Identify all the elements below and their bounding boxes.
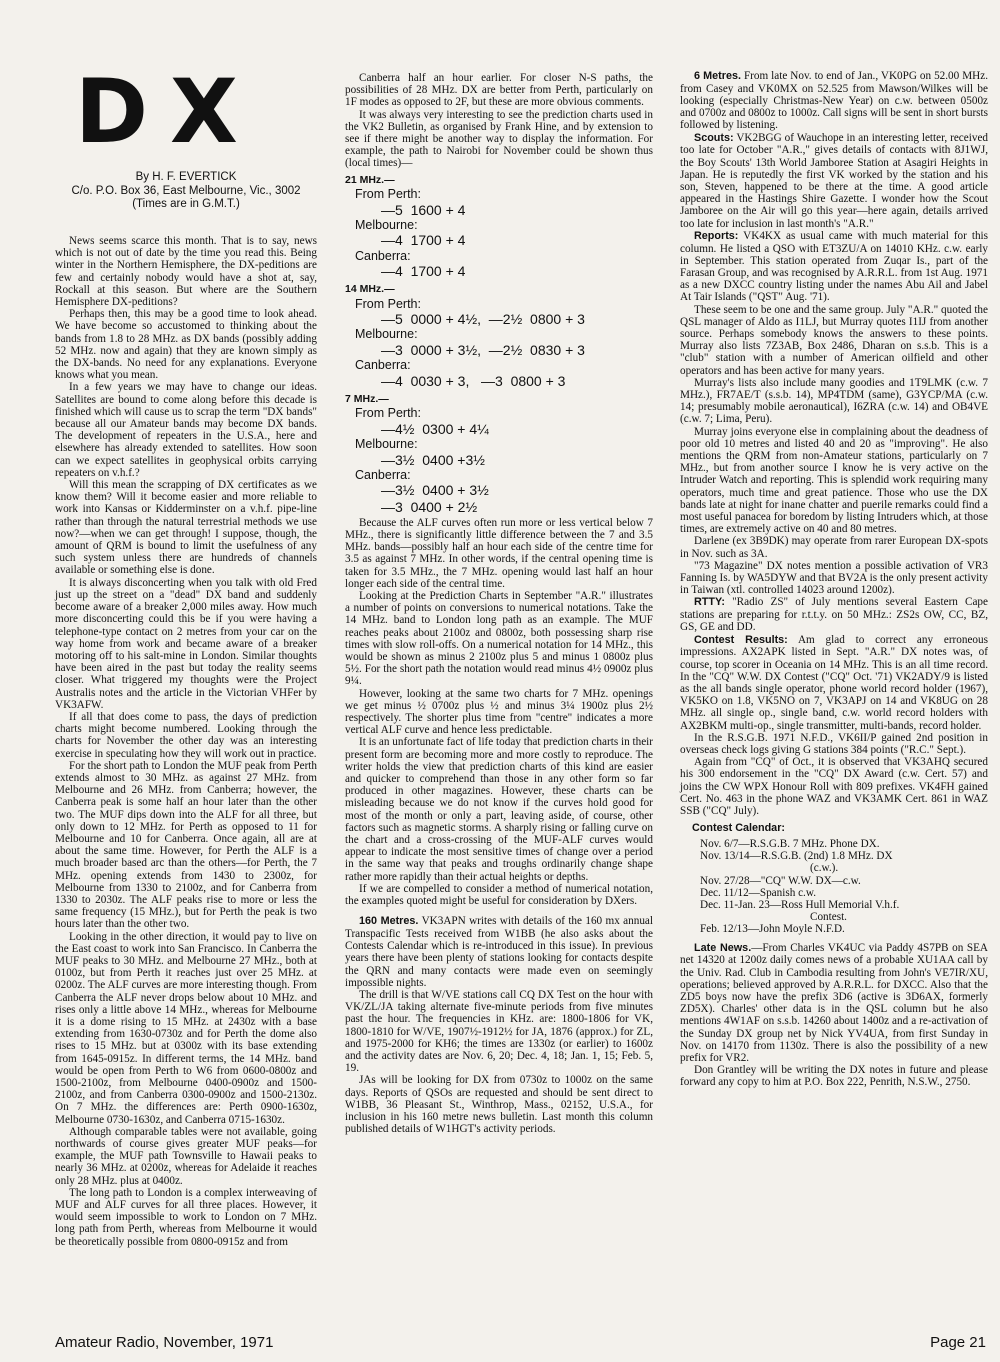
paragraph (680, 132, 988, 230)
run-in-heading: Late News. (694, 941, 752, 954)
band-heading: 14 MHz.— (345, 283, 395, 296)
address-line: C/o. P.O. Box 36, East Melbourne, Vic., 3002 (71, 184, 301, 197)
paragraph-text: From late Nov. to end of Jan., VK0PG on 52.00 MHz. from Casey and VK0MX on 52.525 from Mawson/Wilkes will be looking (especially Christmas-New Year) on c.w. between 0500z and 0700z and 0800z to 1000z. Call signs will be sent in short bursts followed by listening. (680, 70, 988, 132)
notation-location: Canberra: (355, 358, 411, 373)
column-2 (345, 72, 653, 1136)
notation-value: —3½ 0400 + 3½ —3 0400 + 2½ (381, 482, 489, 515)
paragraph-text: These seem to be one and the same group. July "A.R." quoted the QSL manager of Aldo as I1LJ, but Murray quotes I1IJ from another source. Perhaps somebody knows the answers to these points. Murray also lists 7Z3AB, Box 2486, Dharan on s.s.b. This is a "club" station with a number of American oilfield and other operators and has been active for many years. (680, 303, 988, 377)
paragraph-text: In the R.S.G.B. 1971 N.F.D., VK6II/P gained 2nd position in overseas check logs giving G stations 384 points ("R.C." Sept.). (680, 731, 988, 756)
byline (55, 171, 317, 212)
paragraph (680, 634, 988, 732)
paragraph: Looking at the Prediction Charts in September "A.R." illustrates a number of points on conversions to numerical notations. Take the 14 MHz. band to London long path as an example. The MUF reaches peaks about 2100z and 0800z, both possessing sharp rise times with slow roll-offs. On a numerical notation for 14 MHz., this would be shown as minus 2 2100z plus 5 and minus 1 0800z plus 5½. For the short path the notation would read minus 4½ 0900z plus 9¼. (345, 590, 653, 688)
notation-value: —4 0030 + 3, —3 0800 + 3 (381, 372, 566, 389)
notation-value: —3½ 0400 +3½ (381, 451, 485, 468)
run-in-heading: RTTY: (694, 596, 725, 609)
paragraph-text: Murray's lists also include many goodies and 1T9LMK (c.w. 7 MHz.), FR7AE/T (s.s.b. 14), MP4TDM (same), G3YCP/MA (c.w. 14; presumably mobile aeronautical), I6ZRA (c.w. 14) and OB4VE (c.w. 7; Lima, Peru). (680, 376, 988, 426)
paragraph (680, 596, 988, 633)
paragraph (680, 535, 988, 559)
paragraph-text: VK3APN writes with details of the 160 mx annual Transpacific Tests received from W1BB (he also asks about the Contests Calendar which is re-introduced in this issue). In previous years there have been plenty of stations looking for contacts despite the QRN and many contacts were made even on seemingly impossible nights. (345, 915, 654, 989)
article-header (55, 60, 317, 233)
author-line: By H. F. EVERTICK (135, 171, 237, 183)
paragraph (680, 1064, 988, 1088)
notation-value: —4½ 0300 + 4¼ (381, 420, 489, 437)
paragraph: It is an unfortunate fact of life today that prediction charts in their present form are becoming more and more costly to reproduce. The writer holds the view that prediction charts of this kind are easier and quicker to comprehend than those in any other form so far produced in other magazines. However, these charts can be misleading because we do not know if the curves hold good for most of the month or only a part, leaving aside, of course, other factors such as magnetic storms. A sharply rising or falling curve on the chart and a cross-crossing of the MUF-ALF curves would appear to indicate the most sensitive times of change over a period in the same way that peaks and troughs ordinarily change shape rather more rapidly than their actual heights or depths. (345, 736, 653, 883)
calendar-entry: Nov. 13/14—R.S.G.B. (2nd) 1.8 MHz. DX (700, 850, 893, 863)
paragraph-text: The drill is that W/VE stations call CQ DX Test on the hour with VK/ZL/JA taking alternate five-minute periods from five minutes past the hour. The frequencies in KHz. are: 1800-1806 for VK, 1800-1810 for W/VE, 1907½-1912½ for JA, 1876 (approx.) for ZL, and 1975-2000 for KH6; the times are 1330z (or earlier) to 1600z and the activity dates are Nov. 6, 20; Dec. 4, 18; Jan. 1, 15; Feb. 5, 19. (345, 989, 653, 1075)
paragraph-text: "Radio ZS" of July mentions several Eastern Cape stations are preparing for r.t.t.y. on 50 MHz.: ZS2s OW, CC, BZ, GS, GE and DD. (680, 596, 988, 634)
paragraph-text: Am glad to correct any erroneous impressions. AX2APK listed in Sept. "A.R." DX notes was, of course, top scorer in Oceania on 14 MHz. This is an all time record. In the "CQ" W.W. DX Contest ("CQ" Oct. '71) VK2ADY/9 is listed as the all bands single operator, phone world record holder (1967), VK5KO on 1.8, VK5NO on 7, VK3APJ on 14 and VK8UG on 28 MHz. all single op., single band, c.w. world record holders with AX2BKM multi-op., single transmitter, multi-bands, record holder. (680, 633, 988, 732)
article-title: DX (75, 60, 260, 163)
paragraph: However, looking at the same two charts for 7 MHz. openings we get minus ½ 0700z plus ½ and minus 3¼ 1900z plus 2½ respectively. The shorter plus time from "centre" indicates a more vertical ALF curve and hence less predictable. (345, 687, 653, 737)
notation-location: Melbourne: (355, 437, 418, 452)
notation-location: Melbourne: (355, 327, 418, 342)
run-in-heading: 6 Metres. (694, 70, 741, 82)
notation-table (355, 406, 653, 514)
calendar-entry: Feb. 12/13—John Moyle N.F.D. (700, 923, 845, 936)
paragraph: Will this mean the scrapping of DX certificates as we know them? Will it become easier and more reliable to work into Kansas or Kidderminster on a v.h.f. pipe-line rather than through the natural terrestrial methods we use now?—when we can get through! I suppose, though, the amount of QRM is bound to limit the usefulness of any such system unless there are hundreds of channels available or something else is done. (55, 479, 317, 577)
paragraph (345, 989, 653, 1074)
notation-table (355, 297, 653, 389)
paragraph-text: Again from "CQ" of Oct., it is observed that VK3AHQ secured his 300 endorsement in the "CQ" DX Award (c.w. Cert. 57) and joins the CW WPX Honour Roll with 809 prefixes. VK4FH gained Cert. No. 463 in the phone WAZ and VK3AMK Cert. 861 in WAZ SSB ("CQ" July). (680, 756, 988, 817)
paragraph: In a few years we may have to change our ideas. Satellites are bound to come along before this decade is finished which will cause us to scrap the term "DX bands" because all our Amateur bands may become DX bands. The development of repeaters in the U.S.A., here and elsewhere has already extended to satellites. How soon can we expect satellites in geophysical orbits carrying repeaters on v.h.f.? (55, 381, 317, 479)
paragraph (680, 70, 988, 132)
notation-location: Melbourne: (355, 217, 418, 232)
run-in-heading: Reports: (694, 229, 739, 242)
paragraph: It is always disconcerting when you talk with old Fred just up the street on a "dead" DX band and suddenly become aware of a breaker 2,000 miles away. How much more disconcerting could this be if you were having a telephone-type contact on 2 metres from your car on the way home from work and became aware of a breaker motoring off to his salt-mine in London. Similar thoughts have been aired in the past but today the reality seems closer. What triggered my thoughts were the Project Australis notes and the article in the Victorian VHFer by VK3AFW. (55, 576, 317, 711)
footer-page-number: Page 21 (930, 1334, 986, 1351)
paragraph (680, 732, 988, 756)
paragraph (680, 942, 988, 1065)
notation-value: —4 1700 + 4 (381, 263, 466, 280)
paragraph-text: Don Grantley will be writing the DX notes in future and please forward any copy to him at P.O. Box 222, Penrith, N.S.W., 2750. (680, 1064, 988, 1089)
calendar-entry: Dec. 11/12—Spanish c.w. (700, 886, 816, 899)
column-3 (680, 70, 988, 1089)
paragraph (680, 560, 988, 597)
run-in-heading: Scouts: (694, 131, 734, 144)
calendar-entry: Nov. 27/28—"CQ" W.W. DX—c.w. (700, 874, 861, 887)
paragraph: For the short path to London the MUF peak from Perth extends almost to 30 MHz. as against 27 MHz. from Melbourne and 26 MHz. from Canberra; however, the Canberra peak is some half an hour later than the other two. The MUF dips down into the ALF for all three, but only down to 12 MHz. for Perth as opposed to 11 for Melbourne and 10 for Canberra. Once again, all are at about the same time. However, for Perth the ALF is a much broader based arc than the others—for Perth, the 7 MHz. opening extends from 1430 to 2300z, for Melbourne from 1330 to 2100z, and for Canberra from 1330 to 2030z. The ALF peaks rise to more or less the same frequency (15 MHz.), but for Perth the peak is two hours later than the other two. (55, 759, 317, 931)
notation-table (355, 187, 653, 279)
paragraph-text: VK2BGG of Wauchope in an interesting letter, received too late for October "A.R.," gives details of contacts with 8J1WJ, the Boy Scouts' 13th World Jamboree Station at Asagiri Heights in Japan. He is reputedly the first VK worked by the station and his son, Steven, happened to be there at the time. A good article appeared in the Hastings Shire Gazette. I wonder how the Scout Jamboree on the Air will go this year—here again, details arrived too late for inclusion in last month's "A.R." (680, 131, 988, 230)
paragraph: The long path to London is a complex interweaving of MUF and ALF curves for all three places. However, it would seem impossible to work to London on 7 MHz. long path from Perth, whereas from Melbourne it would be theoretically possible from 0800-0915z and from (55, 1186, 317, 1248)
footer-publication: Amateur Radio, November, 1971 (55, 1334, 274, 1351)
paragraph: Because the ALF curves often run more or less vertical below 7 MHz., there is significantly little difference between the 7 and 3.5 MHz. bands—possibly half an hour each side of the centre time for 3.5 as against 7 MHz. In other words, if the central opening time is taken for 3.5 MHz., the 7 MHz. opening would last half an hour longer each side of the central time. (345, 516, 653, 590)
paragraph: If we are compelled to consider a method of numerical notation, the examples quoted might be useful for consideration by DXers. (345, 882, 653, 908)
paragraph-text: Murray joins everyone else in complaining about the deadness of poor old 10 metres and listed 40 and 20 as "improving". He also mentions the QRM from non-Amateur stations, particularly on 7 MHz., but from another source I know he is very active on the Intruder Watch and reporting. This is splendid work requiring many operators, much time and great patience. Those who use the DX bands late at night for inane chatter and puerile remarks could find a most useful panacea for boredom by listing Intruders which, at those times, are extremely active on 40 and 80 metres. (680, 425, 988, 536)
column-1 (55, 235, 317, 1248)
notation-location: Canberra: (355, 248, 411, 263)
paragraph: If all that does come to pass, the days of prediction charts might become numbered. Looking through the charts for November the other day was an interesting exercise in speculating how they will work out in practice. (55, 710, 317, 760)
paragraph (680, 377, 988, 426)
paragraph (345, 915, 653, 989)
calendar-entry-sub: (c.w.). (810, 862, 839, 875)
paragraph-text: —From Charles VK4UC via Paddy 4S7PB on SEA net 14320 at 1200z daily comes news of a probable XU1AA call by the Univ. Rad. Club in Cambodia resulting from John's VE7IR/XU, operations; believed approved by A.R.R.L. for DXCC. Also that the ZD5 boys now have the prefix 3D6 (active is 3D6AX, formerly ZD5X). Charles' other data is in the QSL column but he also mentions 4W1AF on s.s.b. 14260 about 1400z and a re-activation of the Sunday DX group net by Nick YV4UA, from first Sunday in Nov. on 14170 from 1130z. There is also the possibility of a new prefix for VR2. (680, 941, 988, 1064)
calendar-title: Contest Calendar: (692, 822, 785, 835)
run-in-heading: 160 Metres. (359, 915, 419, 928)
calendar-entry: Dec. 11-Jan. 23—Ross Hull Memorial V.h.f. (700, 898, 900, 911)
paragraph-text: "73 Magazine" DX notes mention a possible activation of VR3 Fanning Is. by WA5DYW and that BV2A is the only present activity in Taiwan (xtl. controlled 14023 around 1200z). (680, 559, 988, 597)
notation-value: —5 1600 + 4 (381, 201, 466, 218)
paragraph: It was always very interesting to see the prediction charts used in the VK2 Bulletin, as organised by Frank Hine, and by extension to see if there might be another way to display the information. For example, the path to Nairobi for November could be shown thus (local times)— (345, 108, 653, 170)
paragraph: Perhaps then, this may be a good time to look ahead. We have become so accustomed to thinking about the bands from 1.8 to 28 MHz. as DX bands (possibly adding 52 MHz. now and again) that they are known simply as the DX-bands. No need for any explanations. Everyone knows what you mean. (55, 308, 317, 382)
notation-value: —5 0000 + 4½, —2½ 0800 + 3 (381, 311, 585, 328)
calendar-entry-continued (680, 911, 988, 923)
notation-location: From Perth: (355, 296, 421, 311)
paragraph (680, 230, 988, 304)
times-note: (Times are in G.M.T.) (132, 198, 240, 211)
paragraph-text: Darlene (ex 3B9DK) may operate from rarer European DX-spots in Nov. such as 3A. (680, 535, 988, 560)
paragraph: Looking in the other direction, it would pay to live on the East coast to work into San Francisco. In Canberra the MUF peaks to 30 MHz. and Melbourne 27 MHz., both at 0100z, but from Perth it reaches just over 25 MHz. at 0200z. The ALF curves are more interesting though. From Canberra the ALF never drops below about 10 MHz. and rises only a little above 14 MHz., whereas for Melbourne it is a dome rising to 15 MHz. at 2430z with a base extending from 1630-0730z and for Perth the dome also rises to 15 MHz. but at 0300z with its base extending from 1645-0915z. In different terms, the 14 MHz. band would be open from Perth to W6 from 0600-0800z and 1500-2100z, from Melbourne 0400-0900z and 1500-2100z, and from Canberra 0300-0900z and 1500-2130z. On 7 MHz. the differences are: Perth 0900-1630z, Melbourne 0730-1630z, and Canberra 0715-1630z. (55, 930, 317, 1126)
calendar-entry: Nov. 6/7—R.S.G.B. 7 MHz. Phone DX. (700, 837, 880, 850)
notation-location: Canberra: (355, 467, 411, 482)
calendar-entry-sub: Contest. (810, 911, 847, 924)
paragraph: Although comparable tables were not available, going northwards of course gives greater MUF peaks—for example, the MUF path Townsville to Hawaii peaks to nearly 36 MHz. at 0200z, whereas for Adelaide it reaches only 28 MHz. plus at 0400z. (55, 1125, 317, 1187)
notation-location: From Perth: (355, 187, 421, 202)
calendar-entry-continued (680, 862, 988, 874)
band-heading: 21 MHz.— (345, 173, 395, 186)
paragraph (680, 426, 988, 536)
notation-value: —3 0000 + 3½, —2½ 0830 + 3 (381, 341, 585, 358)
run-in-heading: Contest Results: (694, 633, 788, 646)
paragraph-text: VK4KX as usual came with much material for this column. He listed a QSO with ET3ZU/A on 14010 KHz. c.w. early in September. This station operated from Zuqar Is., part of the Farasan Group, and was recognised by A.R.R.L. from 1st Aug. 1971 as a new DXCC country listing under the names Abu Ail and Jabel At Tair Islands ("QST" Aug. '71). (680, 229, 988, 304)
paragraph (680, 756, 988, 817)
paragraph: News seems scarce this month. That is to say, news which is not out of date by the time you read this. Being winter in the Northern Hemisphere, the DX-peditions are few and certainly nobody would have a shot at, say, Rockall at this season. But where are the Southern Hemisphere DX-peditions? (55, 235, 317, 309)
band-heading: 7 MHz.— (345, 392, 389, 405)
notation-location: From Perth: (355, 406, 421, 421)
notation-value: —4 1700 + 4 (381, 232, 466, 249)
paragraph: Canberra half an hour earlier. For closer N-S paths, the possibilities of 28 MHz. DX are better from Perth, particularly on 1F modes as opposed to 2F, but these are more obvious comments. (345, 72, 653, 109)
contest-calendar (680, 823, 988, 935)
paragraph-text: JAs will be looking for DX from 0730z to 1000z on the same days. Reports of QSOs are requested and should be sent direct to W1BB, 36 Pleasant St., Winthrop, Mass., 02152, U.S.A., for inclusion in his 160 metre news bulletin. Last month this column published details of W1HGT's activity periods. (345, 1074, 653, 1136)
paragraph (345, 1074, 653, 1135)
paragraph (680, 304, 988, 377)
